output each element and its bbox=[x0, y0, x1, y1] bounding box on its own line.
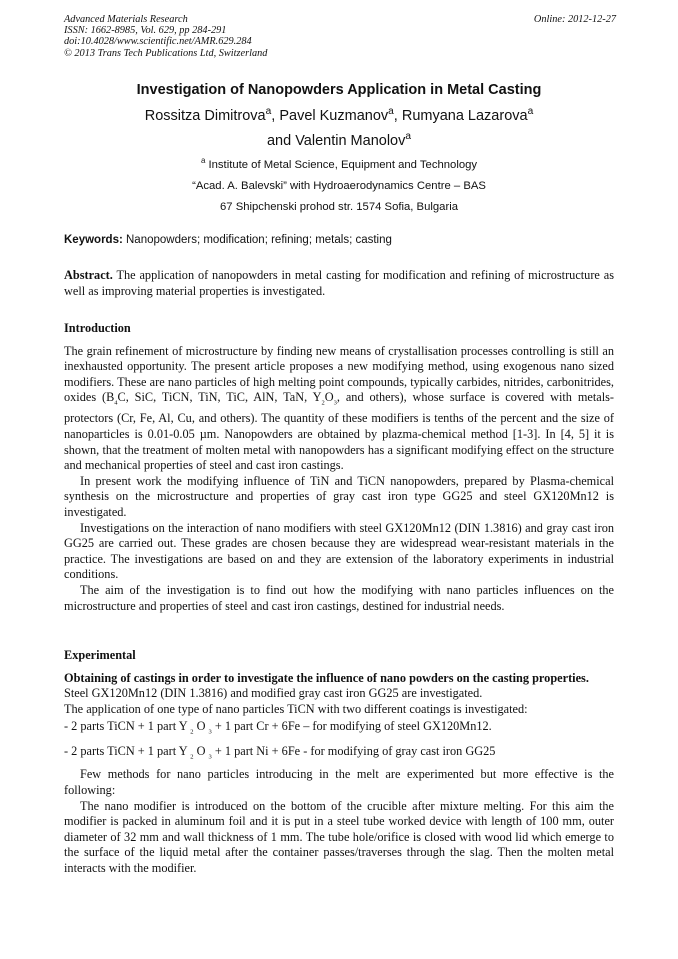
issn-line: ISSN: 1662-8985, Vol. 629, pp 284-291 bbox=[64, 25, 227, 37]
paper-title: Investigation of Nanopowders Application in Metal Casting bbox=[136, 82, 542, 98]
author-name: Valentin Manolov bbox=[295, 133, 406, 149]
author-separator: , bbox=[393, 108, 402, 124]
affiliation-line: “Acad. A. Balevski” with Hydroaerodynamics Centre – BAS bbox=[192, 180, 486, 192]
online-date: Online: 2012-12-27 bbox=[533, 14, 616, 25]
journal-name: Advanced Materials Research bbox=[64, 14, 188, 25]
paragraph: Steel GX120Mn12 (DIN 1.3816) and modified gray cast iron GG25 are investigated. bbox=[64, 686, 483, 701]
paragraph: Few methods for nano particles introducing in the melt are experimented but more effective is the following: bbox=[64, 767, 614, 798]
keywords bbox=[64, 234, 624, 246]
doi-line: doi:10.4028/www.scientific.net/AMR.629.284 bbox=[64, 36, 252, 48]
formula-line: - 2 parts TiCN + 1 part Y $_2$ O $_3$ + 1 part Cr + 6Fe – for modifying of steel GX120Mn12. bbox=[64, 719, 492, 736]
affiliation-line: Institute of Metal Science, Equipment and Technology bbox=[205, 159, 478, 171]
paragraph: In present work the modifying influence of TiN and TiCN nanopowders, prepared by Plasma-chemical synthesis on the microstructure and properties of gray cast iron type GG25 and steel GX120Mn12 is investigated. bbox=[64, 473, 614, 519]
affiliation-mark: a bbox=[527, 106, 534, 118]
affiliation-line: 67 Shipchenski prohod str. 1574 Sofia, Bulgaria bbox=[219, 201, 459, 213]
paragraph: The aim of the investigation is to find out how the modifying with nano particles influences on the microstructure and properties of steel and cast iron castings, destined for industrial needs. bbox=[64, 582, 614, 613]
author-name: Rossitza Dimitrova bbox=[144, 108, 266, 124]
author-name: Pavel Kuzmanov bbox=[279, 108, 389, 124]
section-heading: Introduction bbox=[64, 321, 131, 335]
section-heading: Experimental bbox=[64, 648, 136, 662]
affiliation bbox=[40, 155, 638, 218]
affiliation-mark: a bbox=[388, 106, 394, 118]
keywords-label: Keywords: bbox=[64, 234, 123, 246]
keywords-text: Nanopowders; modification; refining; metals; casting bbox=[122, 234, 392, 246]
affiliation-mark: a bbox=[405, 131, 412, 143]
formula-line: - 2 parts TiCN + 1 part Y $_2$ O $_3$ + 1 part Ni + 6Fe - for modifying of gray cast iron GG25 bbox=[64, 744, 496, 761]
author-name: Rumyana Lazarova bbox=[401, 108, 528, 124]
abstract bbox=[64, 268, 614, 299]
author-separator: , bbox=[271, 108, 280, 124]
author-conjunction: and bbox=[266, 133, 296, 149]
experimental-section bbox=[64, 648, 614, 877]
introduction-section bbox=[64, 321, 614, 614]
subsection-heading: Obtaining of castings in order to investigate the influence of nano powders on the casting properties. bbox=[64, 670, 589, 685]
paragraph: The grain refinement of microstructure by finding new means of crystallisation processes controlling is still an inexhausted opportunity. The present article proposes a new modifying method, using exogenous nano sized modifiers. These are nano particles of high melting point compounds, typically carbides, nitrides, carbonitrides, oxides ($B_4C$, SiC, TiCN, TiN, TiC, AlN, TaN, $Y_2O_3$, and others), whose surface is covered with metals-protectors (Cr, Fe, Al, Cu, and others). The quantity of these modifiers is tenths of the percent and the size of nanoparticles is 0.01-0.05 µm. Nanopowders are obtained by plazma-chemical method [1-3]. In [4, 5] it is shown, that the treatment of molten metal with nanopowders has a significant modifying effect on the structure and mechanical properties of steel and cast iron castings. bbox=[64, 343, 615, 473]
author-list bbox=[40, 104, 638, 154]
abstract-text: The application of nanopowders in metal casting for modification and refining of microstructure as well as improving material properties is investigated. bbox=[64, 268, 614, 298]
paragraph: Investigations on the interaction of nano modifiers with steel GX120Mn12 (DIN 1.3816) and gray cast iron GG25 are carried out. These grades are chosen because they are widespread wear-resistant materials in the practice. The investigations are based on and they are extension of the laboratory experiments in industrial conditions. bbox=[64, 520, 614, 582]
journal-header bbox=[64, 14, 616, 59]
affiliation-mark: a bbox=[265, 106, 272, 118]
paragraph: The application of one type of nano particles TiCN with two different coatings is investigated: bbox=[64, 701, 528, 716]
affiliation-mark: a bbox=[200, 156, 206, 166]
abstract-label: Abstract. bbox=[64, 268, 113, 282]
paragraph: The nano modifier is introduced on the bottom of the crucible after mixture melting. For this aim the modifier is packed in aluminum foil and it is put in a steel tube worked device with length of 100 mm, outer diameter of 32 mm and wall thickness of 1 mm. The tube hole/orifice is closed with wood lid which emerge to the surface of the liquid metal after the container passes/traverses through the slag. Then the molten metal interacts with the modifier. bbox=[64, 798, 614, 876]
copyright-line: © 2013 Trans Tech Publications Ltd, Switzerland bbox=[64, 47, 268, 59]
